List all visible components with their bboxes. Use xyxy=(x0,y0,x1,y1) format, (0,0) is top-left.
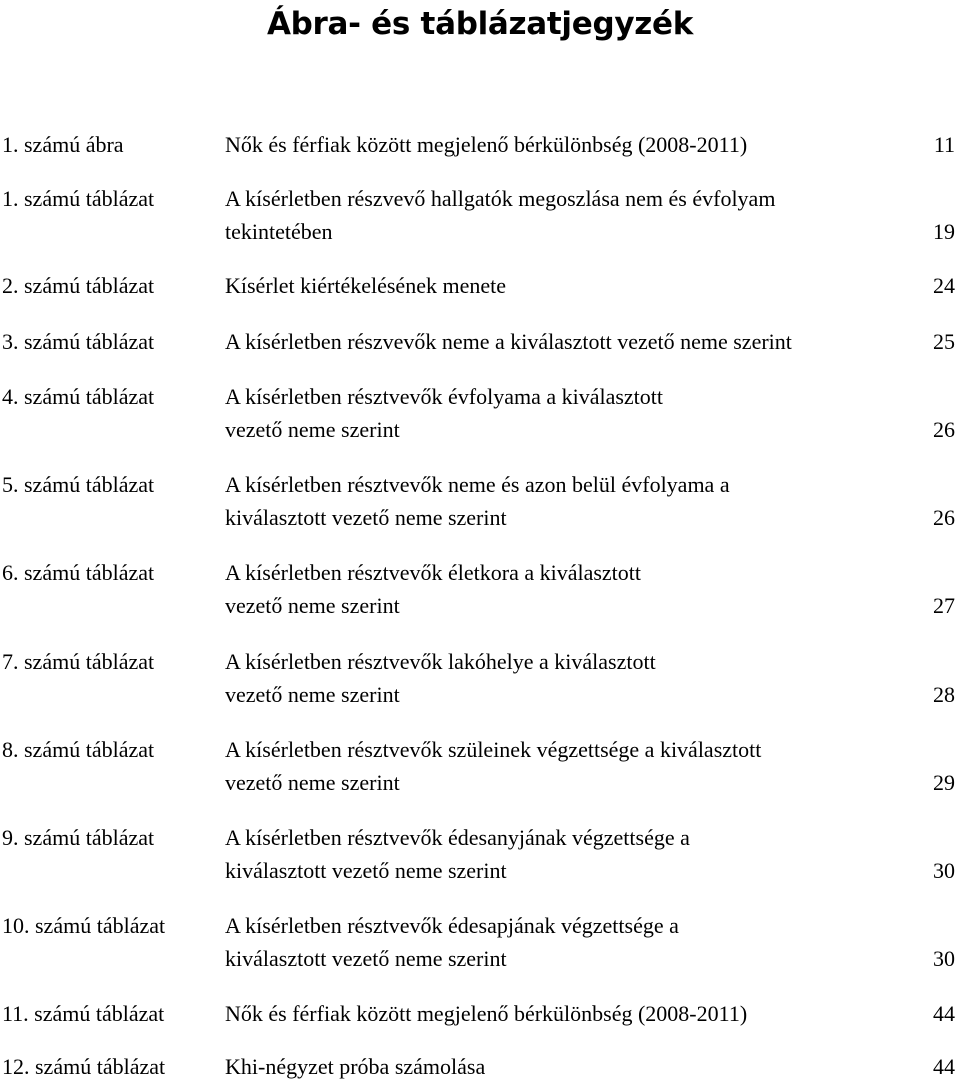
list-item xyxy=(0,380,960,446)
entry-caption xyxy=(225,733,905,799)
list-item xyxy=(0,325,960,358)
entry-caption-line: A kísérletben résztvevők évfolyama a kiválasztott xyxy=(225,384,664,409)
entry-caption-line: kiválasztott vezető neme szerint xyxy=(225,505,507,530)
entry-caption-line: A kísérletben résztvevők neme és azon belül évfolyama a xyxy=(225,472,730,497)
entry-caption-line: A kísérletben résztvevők életkora a kiválasztott xyxy=(225,560,642,585)
entry-page-number: 24 xyxy=(933,273,955,298)
entry-label: 7. számú táblázat xyxy=(2,649,155,674)
entry-caption-line: vezető neme szerint xyxy=(225,593,400,618)
list-item xyxy=(0,821,960,887)
entry-caption-line: A kísérletben résztvevők édesanyjának végzettsége a xyxy=(225,825,690,850)
entry-label: 6. számú táblázat xyxy=(2,560,155,585)
entry-label: 3. számú táblázat xyxy=(2,329,155,354)
list-item xyxy=(0,997,960,1030)
entry-caption xyxy=(225,380,905,446)
entry-label: 4. számú táblázat xyxy=(2,384,155,409)
entry-page-number: 30 xyxy=(933,858,955,883)
list-item xyxy=(0,909,960,975)
entry-caption-line: kiválasztott vezető neme szerint xyxy=(225,946,507,971)
entry-caption xyxy=(225,269,905,302)
entry-caption-line: vezető neme szerint xyxy=(225,417,400,442)
entry-page-number: 30 xyxy=(933,946,955,971)
entry-caption xyxy=(225,468,905,534)
entry-caption-line: vezető neme szerint xyxy=(225,770,400,795)
list-item xyxy=(0,128,960,161)
entry-caption xyxy=(225,645,905,711)
entry-label: 2. számú táblázat xyxy=(2,273,155,298)
entry-caption xyxy=(225,182,905,248)
entry-caption xyxy=(225,325,905,358)
entry-page-number: 29 xyxy=(933,770,955,795)
entry-page-number: 26 xyxy=(933,417,955,442)
entry-page-number: 44 xyxy=(933,1054,955,1079)
entry-label: 8. számú táblázat xyxy=(2,737,155,762)
entry-caption-line: A kísérletben részvevő hallgatók megoszlása nem és évfolyam xyxy=(225,186,776,211)
entry-label: 5. számú táblázat xyxy=(2,472,155,497)
entry-label: 1. számú ábra xyxy=(2,132,124,157)
entry-page-number: 27 xyxy=(933,593,955,618)
entry-caption-line: tekintetében xyxy=(225,219,333,244)
entry-caption-line: vezető neme szerint xyxy=(225,682,400,707)
list-item xyxy=(0,556,960,622)
entry-label: 11. számú táblázat xyxy=(2,1001,165,1026)
entry-page-number: 19 xyxy=(933,219,955,244)
entry-caption xyxy=(225,997,905,1030)
list-item xyxy=(0,733,960,799)
entry-page-number: 28 xyxy=(933,682,955,707)
list-item xyxy=(0,468,960,534)
entry-label: 1. számú táblázat xyxy=(2,186,155,211)
entry-page-number: 26 xyxy=(933,505,955,530)
entry-caption xyxy=(225,821,905,887)
entry-caption-line: Nők és férfiak között megjelenő bérkülönbség (2008-2011) xyxy=(225,1001,748,1026)
entry-caption xyxy=(225,909,905,975)
list-item xyxy=(0,269,960,302)
entry-caption-line: A kísérletben résztvevők szüleinek végzettsége a kiválasztott xyxy=(225,737,762,762)
entry-label: 9. számú táblázat xyxy=(2,825,155,850)
entry-page-number: 25 xyxy=(933,329,955,354)
entry-page-number: 11 xyxy=(933,132,955,157)
entry-caption-line: A kísérletben részvevők neme a kiválasztott vezető neme szerint xyxy=(225,329,792,354)
entry-caption-line: kiválasztott vezető neme szerint xyxy=(225,858,507,883)
entry-caption xyxy=(225,128,905,161)
entry-caption-line: Khi-négyzet próba számolása xyxy=(225,1054,486,1079)
entry-page-number: 44 xyxy=(933,1001,955,1026)
entry-caption xyxy=(225,1050,905,1083)
list-item xyxy=(0,645,960,711)
entry-caption-line: Kísérlet kiértékelésének menete xyxy=(225,273,506,298)
entry-caption-line: A kísérletben résztvevők édesapjának végzettsége a xyxy=(225,913,679,938)
entry-label: 10. számú táblázat xyxy=(2,913,166,938)
entry-label: 12. számú táblázat xyxy=(2,1054,166,1079)
list-item xyxy=(0,182,960,248)
list-item xyxy=(0,1050,960,1083)
entry-caption-line: A kísérletben résztvevők lakóhelye a kiválasztott xyxy=(225,649,656,674)
page-title: Ábra- és táblázatjegyzék xyxy=(266,6,694,42)
entry-caption xyxy=(225,556,905,622)
entry-caption-line: Nők és férfiak között megjelenő bérkülönbség (2008-2011) xyxy=(225,132,748,157)
